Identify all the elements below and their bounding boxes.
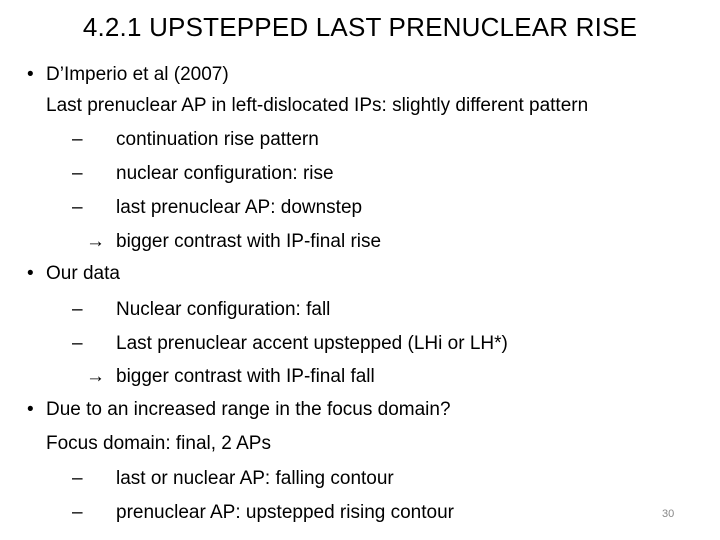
dash-icon: – — [72, 163, 83, 184]
bullet-icon: • — [27, 64, 34, 85]
dash-icon: – — [72, 333, 83, 354]
dash-item-label: Last prenuclear accent upstepped (LHi or LH*) — [116, 333, 508, 354]
dash-item-continuation — [72, 128, 319, 152]
bullet-item-increased-range: Due to an increased range in the focus domain? — [46, 399, 451, 420]
page-number: 30 — [662, 508, 675, 520]
arrow-item-final-rise — [86, 230, 381, 254]
dash-item-label: last prenuclear AP: downstep — [116, 197, 363, 218]
bullet-icon: • — [27, 399, 34, 420]
arrow-right-icon: → — [86, 366, 105, 387]
dash-item-label: continuation rise pattern — [116, 129, 319, 150]
subline-focus-domain: Focus domain: final, 2 APs — [46, 433, 271, 454]
dash-item-nuclear-rise — [72, 162, 334, 186]
dash-item-upstepped — [72, 332, 508, 356]
dash-item-label: prenuclear AP: upstepped rising contour — [116, 502, 454, 523]
bullet-item-dimperio: D’Imperio et al (2007) — [46, 64, 229, 85]
dash-item-nuclear-fall — [72, 298, 330, 322]
dash-icon: – — [72, 197, 83, 218]
slide-title: 4.2.1 UPSTEPPED LAST PRENUCLEAR RISE — [82, 12, 638, 42]
bullet-icon: • — [27, 263, 34, 284]
dash-item-downstep — [72, 196, 362, 220]
dash-icon: – — [72, 299, 83, 320]
dash-item-label: last or nuclear AP: falling contour — [116, 468, 394, 489]
dash-item-rising-contour — [72, 501, 454, 525]
dash-icon: – — [72, 502, 83, 523]
subline-left-dislocated: Last prenuclear AP in left-dislocated IPs: slightly different pattern — [46, 95, 589, 116]
arrow-item-final-fall — [86, 365, 375, 389]
dash-item-label: nuclear configuration: rise — [116, 163, 334, 184]
arrow-item-label: bigger contrast with IP-final rise — [116, 231, 382, 252]
dash-item-label: Nuclear configuration: fall — [116, 299, 331, 320]
arrow-right-icon: → — [86, 231, 105, 252]
dash-icon: – — [72, 468, 83, 489]
bullet-item-our-data: Our data — [46, 263, 120, 284]
dash-item-falling-contour — [72, 467, 394, 491]
arrow-item-label: bigger contrast with IP-final fall — [116, 366, 375, 387]
dash-icon: – — [72, 129, 83, 150]
